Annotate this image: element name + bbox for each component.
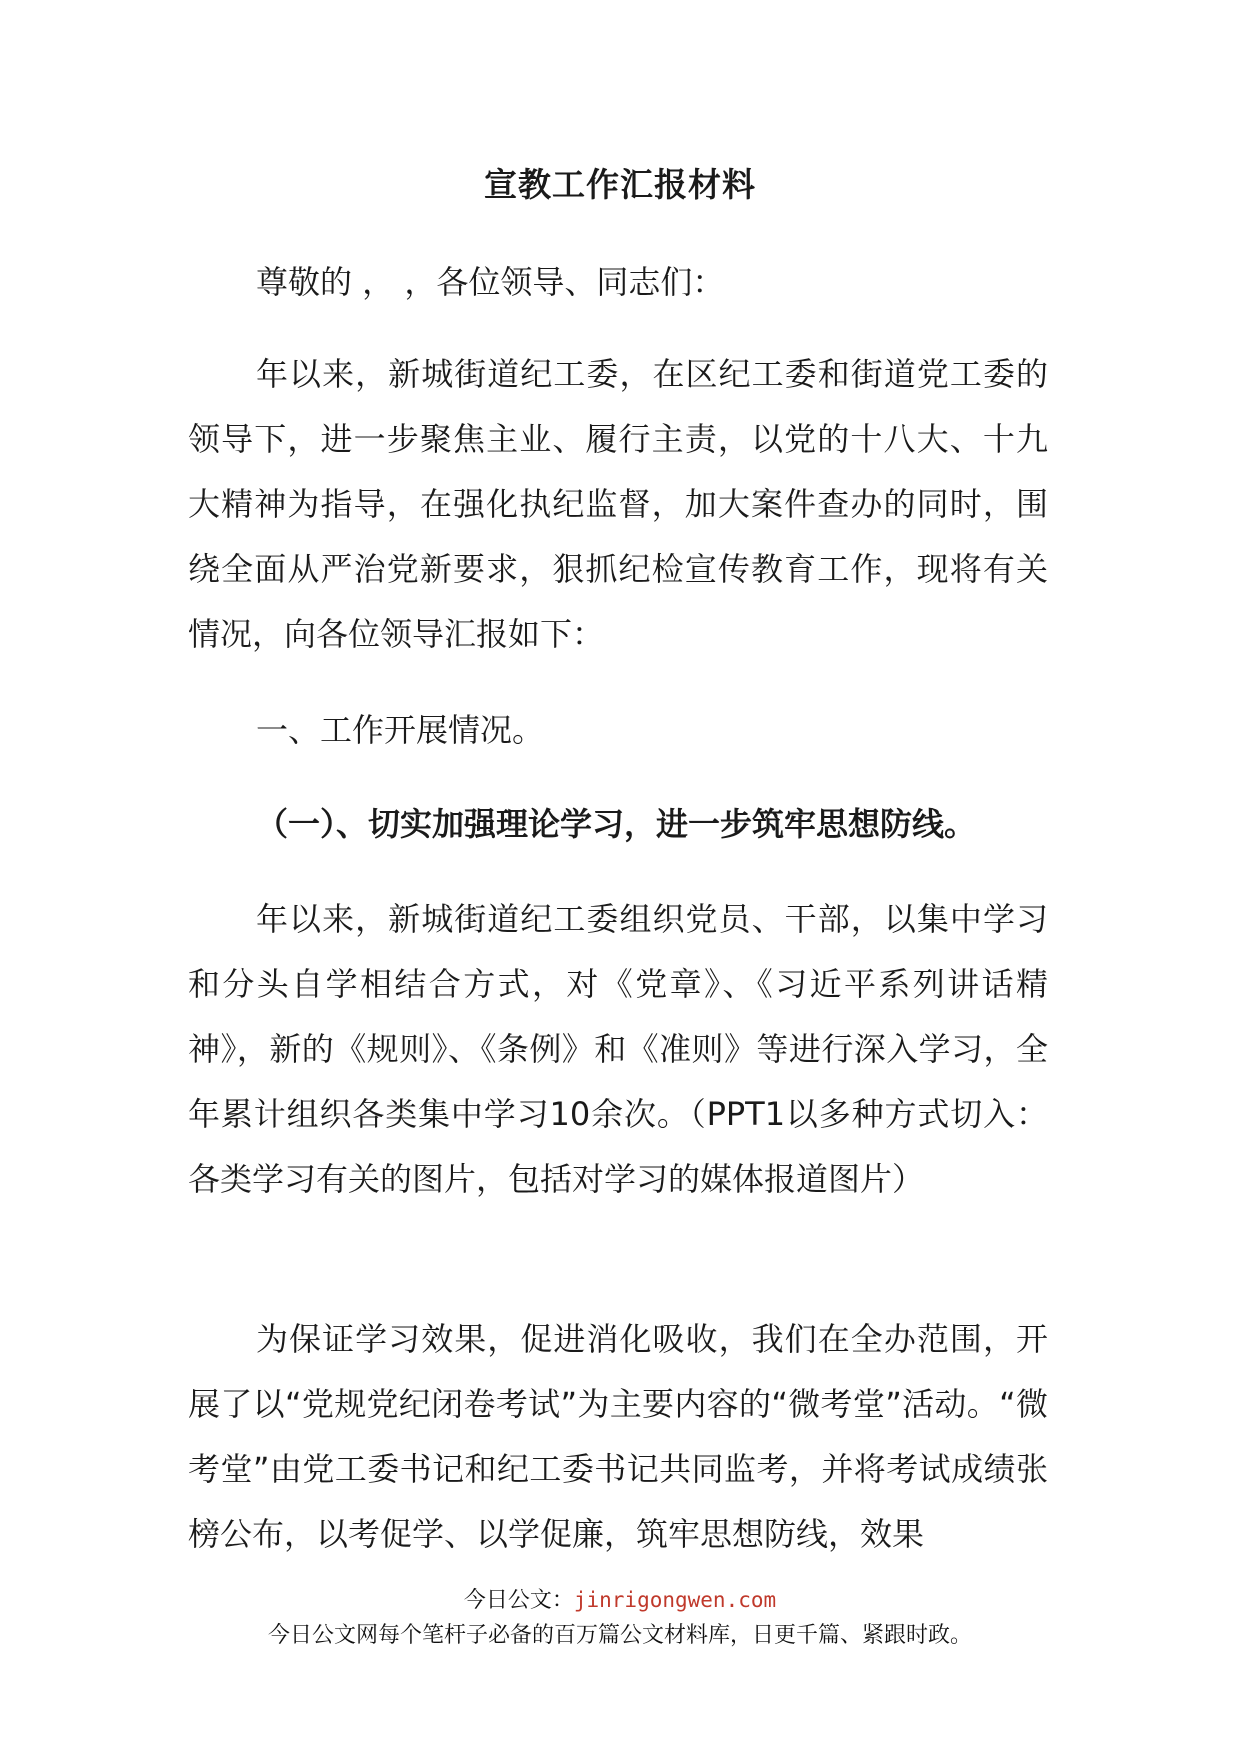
intro-paragraph: 年以来，新城街道纪工委，在区纪工委和街道党工委的领导下，进一步聚焦主业、履行主责，以党的十八大、十九大精神为指导，在强化执纪监督，加大案件查办的同时，围绕全面从严治党新要求，狠抓纪检宣传教育工作，现将有关情况，向各位领导汇报如下：	[188, 355, 1048, 653]
document-title: 宣教工作汇报材料	[484, 165, 756, 204]
footer-label: 今日公文：	[463, 1588, 574, 1613]
salutation: 尊敬的 ， ，各位领导、同志们：	[256, 263, 725, 301]
section-heading: 一、工作开展情况。	[256, 711, 545, 749]
exam-paragraph: 为保证学习效果，促进消化吸收，我们在全办范围，开展了以“党规党纪闭卷考试”为主要内容的“微考堂”活动。“微考堂”由党工委书记和纪工委书记共同监考，并将考试成绩张榜公布，以考促学、以学促廉，筑牢思想防线，效果	[188, 1320, 1048, 1553]
footer-source	[0, 1584, 1240, 1617]
study-paragraph: 年以来，新城街道纪工委组织党员、干部，以集中学习和分头自学相结合方式，对《党章》、《习近平系列讲话精神》，新的《规则》、《条例》和《准则》等进行深入学习，全年累计组织各类集中学习10余次。（PPT1以多种方式切入：各类学习有关的图片，包括对学习的媒体报道图片）	[188, 900, 1048, 1198]
footer-slogan: 今日公文网每个笔杆子必备的百万篇公文材料库，日更千篇、紧跟时政。	[267, 1623, 972, 1648]
footer-domain-link[interactable]: jinrigongwen.com	[573, 1588, 777, 1612]
subsection-heading: （一）、切实加强理论学习，进一步筑牢思想防线。	[256, 805, 977, 843]
